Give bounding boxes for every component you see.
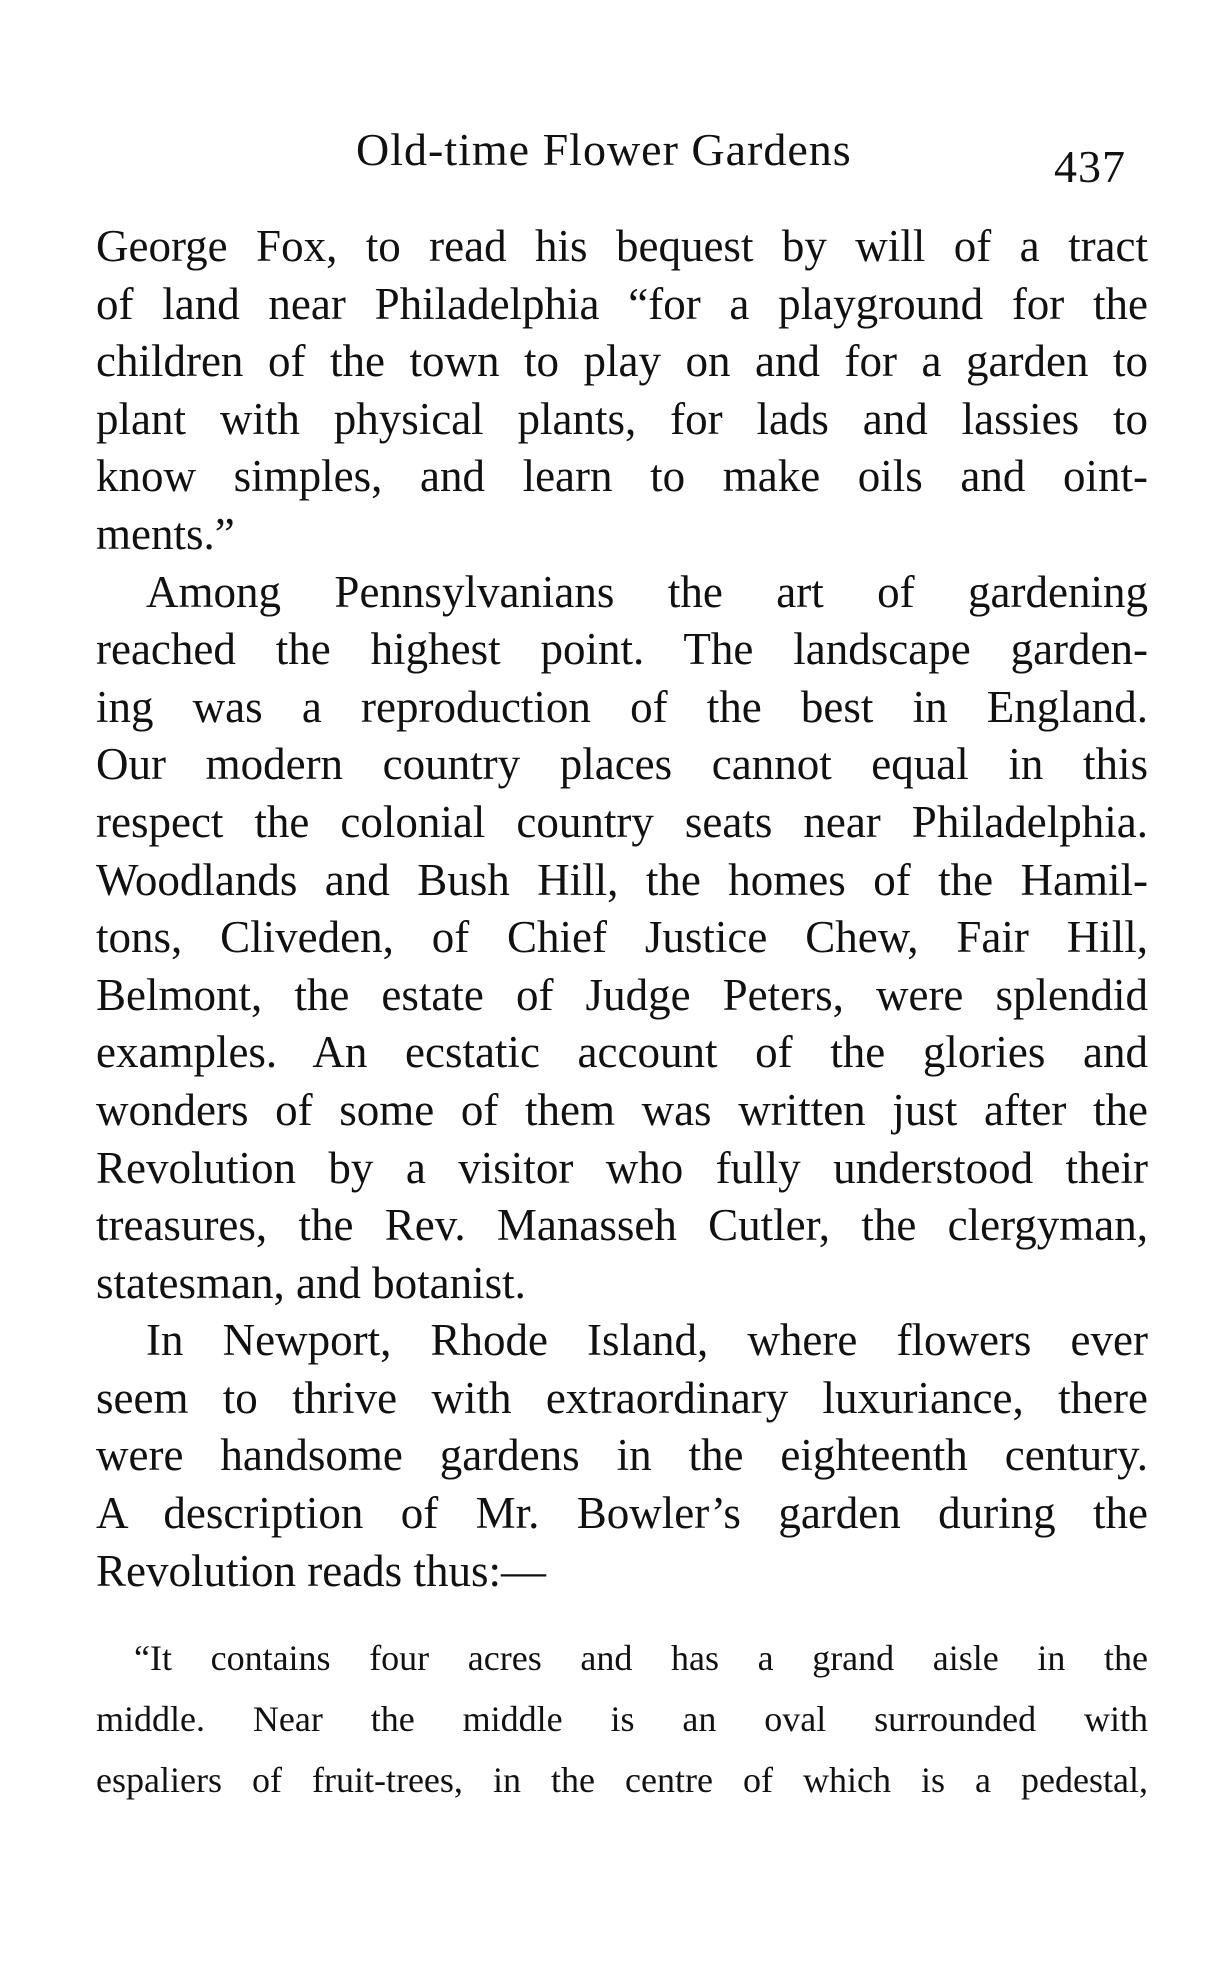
block-quote xyxy=(96,1628,1148,1811)
text-line: Revolution reads thus:— xyxy=(96,1545,546,1596)
text-line: of land near Philadelphia “for a playground for the xyxy=(96,278,1148,329)
text-line: ments.” xyxy=(96,508,235,559)
text-line: A description of Mr. Bowler’s garden during the xyxy=(96,1488,1148,1539)
quote-line: middle. Near the middle is an oval surrounded with xyxy=(96,1699,1148,1739)
text-line: children of the town to play on and for a garden to xyxy=(96,336,1148,387)
paragraph-first-line: In Newport, Rhode Island, where flowers ever xyxy=(146,1315,1148,1366)
text-line: tons, Cliveden, of Chief Justice Chew, Fair Hill, xyxy=(96,912,1148,963)
quote-line: espaliers of fruit-trees, in the centre of which is a pedestal, xyxy=(96,1760,1148,1800)
body-text xyxy=(96,218,1148,1600)
text-line: respect the colonial country seats near Philadelphia. xyxy=(96,796,1148,847)
text-line: plant with physical plants, for lads and lassies to xyxy=(96,393,1148,444)
quote-line: “It contains four acres and has a grand aisle in the xyxy=(134,1638,1148,1678)
text-line: Revolution by a visitor who fully understood their xyxy=(96,1142,1148,1193)
text-line: seem to thrive with extraordinary luxuriance, there xyxy=(96,1372,1148,1423)
text-line: Our modern country places cannot equal in this xyxy=(96,739,1148,790)
text-line: treasures, the Rev. Manasseh Cutler, the clergyman, xyxy=(96,1200,1148,1251)
text-line: statesman, and botanist. xyxy=(96,1257,526,1308)
text-line: know simples, and learn to make oils and oint- xyxy=(96,451,1148,502)
text-line: George Fox, to read his bequest by will of a tract xyxy=(96,221,1148,271)
text-line: Woodlands and Bush Hill, the homes of the Hamil- xyxy=(96,854,1148,905)
paragraph-first-line: Among Pennsylvanians the art of gardening xyxy=(146,566,1148,617)
text-line: examples. An ecstatic account of the glories and xyxy=(96,1027,1148,1078)
running-head-title: Old-time Flower Gardens xyxy=(356,124,852,175)
text-line: Belmont, the estate of Judge Peters, were splendid xyxy=(96,969,1148,1020)
text-line: reached the highest point. The landscape garden- xyxy=(96,624,1148,675)
text-line: were handsome gardens in the eighteenth century. xyxy=(96,1430,1148,1481)
text-line: wonders of some of them was written just after the xyxy=(96,1084,1148,1135)
page-number: 437 xyxy=(1054,141,1126,192)
text-line: ing was a reproduction of the best in England. xyxy=(96,681,1148,732)
